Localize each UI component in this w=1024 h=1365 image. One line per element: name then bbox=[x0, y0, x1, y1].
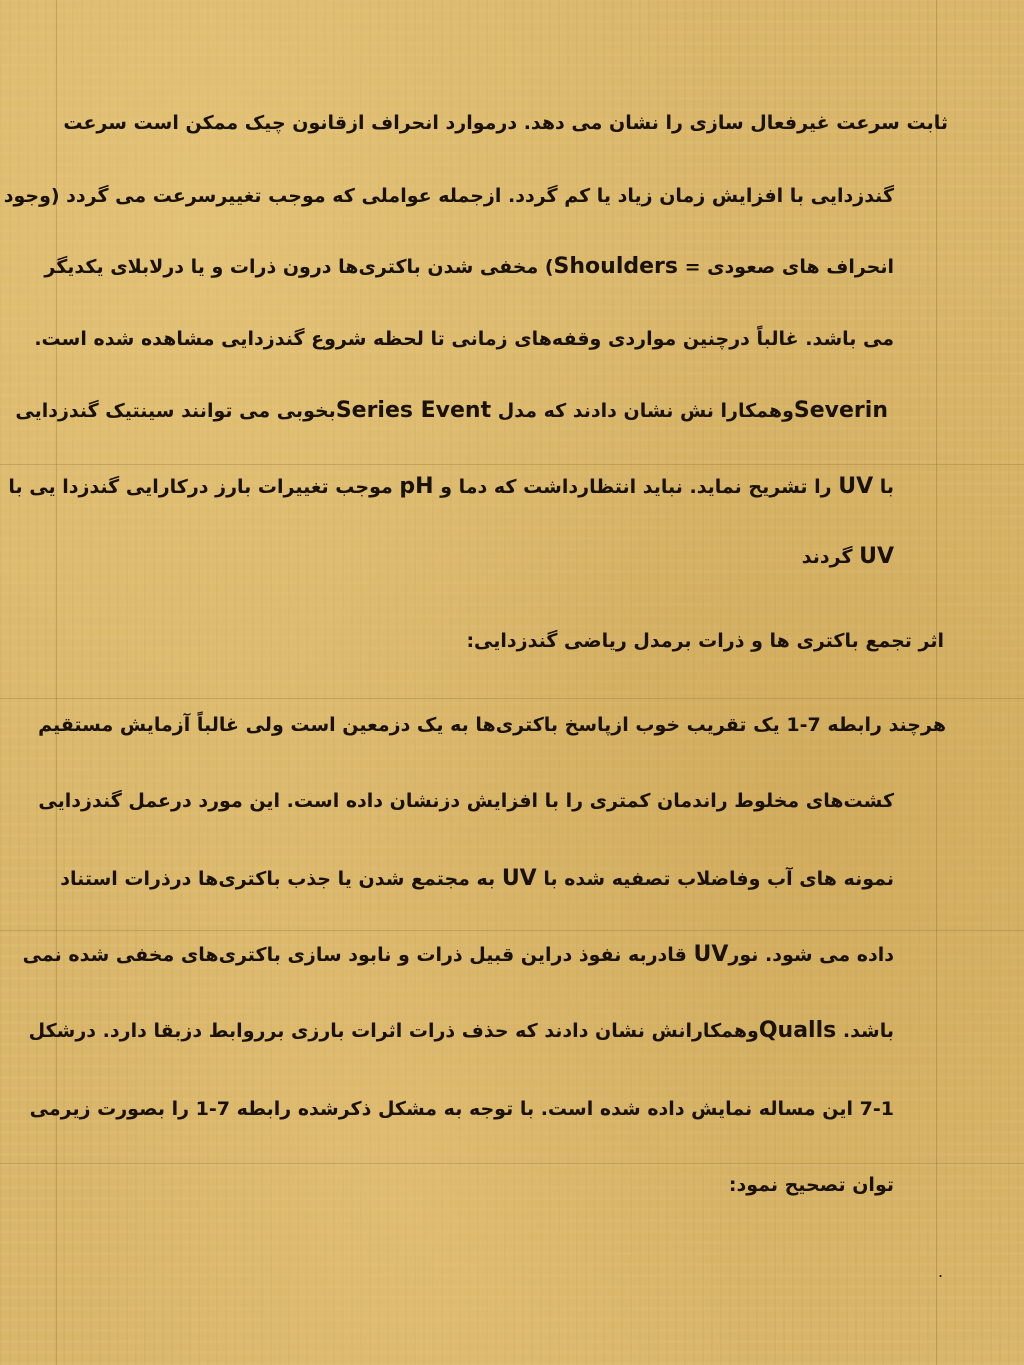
text-segment: بخوبی می توانند سینتیک گندزدایی bbox=[15, 400, 336, 422]
paragraph-1-line-7 bbox=[802, 542, 894, 572]
text-segment: باشد. bbox=[836, 1020, 894, 1042]
model-name: Series Event bbox=[335, 398, 492, 423]
margin-line-right bbox=[936, 0, 937, 1365]
paragraph-1-line-6 bbox=[8, 472, 894, 502]
paragraph-2-line-7: توان تصحیح نمود: bbox=[728, 1174, 894, 1196]
paragraph-1-line-2: گندزدایی با افزایش زمان زیاد یا کم گردد. ازجمله عواملی که موجب تغییرسرعت می گردد (وجود bbox=[3, 185, 894, 207]
text-segment: را تشریح نماید. نباید انتظارداشت که دما و bbox=[433, 476, 839, 498]
rule-line bbox=[0, 930, 1024, 931]
paragraph-1-line-1: ثابت سرعت غیرفعال سازی را نشان می دهد. درموارد انحراف ازقانون چیک ممکن است سرعت bbox=[63, 112, 948, 134]
text-segment: انحراف های صعودی = bbox=[677, 256, 894, 278]
text-segment: به مجتمع شدن یا جذب باکتری‌ها درذرات استناد bbox=[60, 868, 502, 890]
section-heading: اثر تجمع باکتری ها و ذرات برمدل ریاضی گندزدایی: bbox=[466, 630, 944, 652]
text-segment: وهمکارانش نشان دادند که حذف ذرات اثرات بارزی برروابط دزبقا دارد. درشکل bbox=[28, 1020, 759, 1042]
text-segment: قادربه نفوذ دراین قبیل ذرات و نابود سازی باکتری‌های مخفی شده نمی bbox=[22, 944, 694, 966]
term-uv: UV bbox=[693, 942, 729, 967]
term-uv: UV bbox=[838, 474, 874, 499]
term-ph: pH bbox=[399, 474, 434, 499]
text-segment: ) مخفی شدن باکتری‌ها درون ذرات و یا درلابلای یکدیگر bbox=[44, 256, 554, 278]
paragraph-1-line-5 bbox=[15, 396, 888, 426]
rule-line bbox=[0, 698, 1024, 699]
term-uv: UV bbox=[501, 866, 537, 891]
term-uv: UV bbox=[859, 544, 894, 569]
rule-line bbox=[0, 464, 1024, 465]
paragraph-2-line-6: 7-1 این مساله نمایش داده شده است. با توجه به مشکل ذکرشده رابطه 7-1 را بصورت زیرمی bbox=[29, 1098, 894, 1120]
author-qualls: Qualls bbox=[758, 1018, 837, 1043]
author-severin: Severin bbox=[793, 398, 888, 423]
paragraph-2-line-5 bbox=[29, 1016, 894, 1046]
term-shoulders: Shoulders bbox=[553, 254, 678, 279]
text-segment: نمونه های آب وفاضلاب تصفیه شده با bbox=[536, 868, 894, 890]
paragraph-2-line-1: هرچند رابطه 7-1 یک تقریب خوب ازپاسخ باکتری‌ها به یک دزمعین است ولی غالباً آزمایش مستقیم bbox=[38, 714, 946, 736]
text-segment: وهمکارا نش نشان دادند که مدل bbox=[491, 400, 794, 422]
footer-dot: . bbox=[938, 1262, 944, 1281]
text-segment: موجب تغییرات بارز درکارایی گندزدا یی با bbox=[8, 476, 400, 498]
paragraph-1-line-4: می باشد. غالباً درچنین مواردی وقفه‌های زمانی تا لحظه شروع گندزدایی مشاهده شده است. bbox=[34, 328, 894, 350]
paragraph-1-line-3 bbox=[44, 252, 894, 282]
text-segment: گردند bbox=[801, 546, 860, 568]
text-segment: داده می شود. نور bbox=[728, 944, 894, 966]
paragraph-2-line-3 bbox=[60, 864, 894, 894]
rule-line bbox=[0, 1163, 1024, 1164]
paragraph-2-line-4 bbox=[23, 940, 894, 970]
paragraph-2-line-2: کشت‌های مخلوط راندمان کمتری را با افزایش دزنشان داده است. این مورد درعمل گندزدایی bbox=[38, 790, 894, 812]
text-segment: با bbox=[873, 476, 894, 498]
